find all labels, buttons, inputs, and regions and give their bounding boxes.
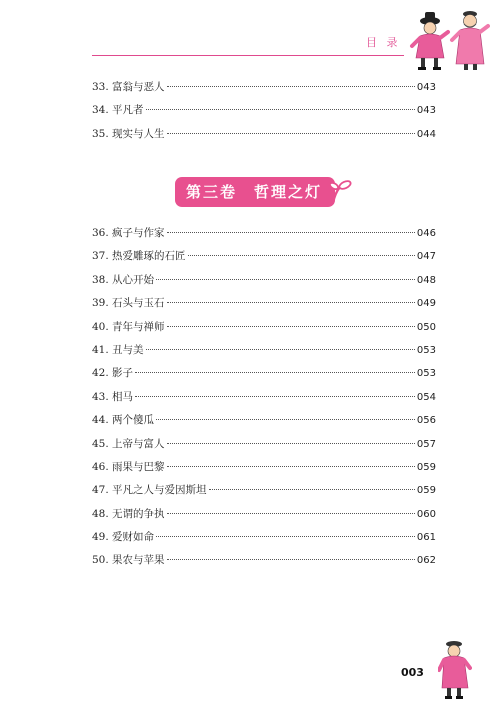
toc-entry-title: 46. 雨果与巴黎 [92, 460, 165, 473]
toc-entry-page: 054 [416, 391, 436, 403]
toc-entry-title: 42. 影子 [92, 367, 134, 380]
toc-entry-page: 059 [416, 461, 436, 473]
toc-entry[interactable] [92, 292, 436, 315]
dot-leader [167, 466, 415, 467]
toc-entry-title: 39. 石头与玉石 [92, 297, 165, 310]
toc-entry[interactable] [92, 269, 436, 292]
toc-entry-title: 43. 相马 [92, 390, 134, 403]
toc-entry-page: 053 [416, 368, 436, 380]
toc-entry-page: 057 [416, 438, 436, 450]
toc-entry-page: 047 [416, 251, 436, 263]
toc-entry-page: 043 [416, 82, 436, 93]
dot-leader [167, 86, 415, 87]
dot-leader [188, 255, 415, 256]
cartoon-man-figure [412, 12, 448, 70]
toc-entry-title: 41. 丑与美 [92, 343, 144, 356]
dot-leader [167, 232, 415, 233]
running-header-title: 目 录 [366, 36, 401, 49]
toc-entry-title: 35. 现实与人生 [92, 127, 165, 140]
cartoon-couple-illustration [408, 6, 490, 74]
toc-entry[interactable] [92, 123, 436, 146]
toc-entry-title: 40. 青年与禅师 [92, 320, 165, 333]
section-title: 第三卷 哲理之灯 [185, 183, 322, 201]
toc-entry[interactable] [92, 76, 436, 99]
toc-entry-page: 044 [416, 128, 436, 140]
toc-entry[interactable] [92, 386, 436, 409]
toc-entry[interactable] [92, 503, 436, 526]
toc-entry-page: 059 [416, 485, 436, 497]
dot-leader [135, 372, 415, 373]
toc-entry[interactable] [92, 456, 436, 479]
toc-entry-title: 33. 富翁与恶人 [92, 81, 165, 93]
toc-entry[interactable] [92, 479, 436, 502]
toc-entry-page: 056 [416, 415, 436, 427]
toc-entry[interactable] [92, 526, 436, 549]
toc-entry[interactable] [92, 99, 436, 122]
toc-entry-title: 36. 疯子与作家 [92, 227, 165, 239]
toc-entry-page: 060 [416, 508, 436, 520]
toc-entry[interactable] [92, 362, 436, 385]
toc-entry[interactable] [92, 222, 436, 245]
toc-entry-title: 45. 上帝与富人 [92, 437, 165, 450]
dot-leader [167, 559, 415, 560]
toc-entry-title: 50. 果农与苹果 [92, 554, 165, 567]
toc-entry-title: 49. 爱财如命 [92, 531, 155, 544]
dot-leader [167, 513, 415, 514]
toc-entry-page: 043 [416, 105, 436, 117]
toc-entry[interactable] [92, 339, 436, 362]
toc-entry[interactable] [92, 316, 436, 339]
toc-entry-page: 053 [416, 344, 436, 356]
toc-entry-page: 062 [416, 555, 436, 567]
toc-entry-title: 37. 热爱雕琢的石匠 [92, 250, 186, 263]
toc-entry-page: 046 [416, 228, 436, 239]
dot-leader [146, 349, 415, 350]
toc-entry[interactable] [92, 245, 436, 268]
dot-leader [146, 109, 415, 110]
toc-entry-title: 44. 两个傻瓜 [92, 414, 155, 427]
dot-leader [167, 443, 415, 444]
dot-leader [156, 279, 415, 280]
dot-leader [167, 326, 415, 327]
toc-entry-title: 47. 平凡之人与爱因斯坦 [92, 484, 207, 497]
toc-entry-page: 049 [416, 298, 436, 310]
dot-leader [209, 489, 415, 490]
cartoon-monk-figure [452, 11, 488, 70]
toc-entry-page: 048 [416, 274, 436, 286]
dot-leader [167, 133, 415, 134]
dot-leader [167, 302, 415, 303]
toc-entry-title: 34. 平凡者 [92, 104, 144, 117]
dot-leader [156, 419, 415, 420]
toc-entry-title: 48. 无谓的争执 [92, 507, 165, 520]
dot-leader [156, 536, 415, 537]
cartoon-figure-illustration [438, 638, 472, 700]
page-number: 003 [401, 666, 424, 679]
toc-entry-page: 050 [416, 321, 436, 333]
toc-list-upper [92, 76, 436, 146]
header-rule [92, 55, 404, 56]
toc-entry-title: 38. 从心开始 [92, 273, 155, 286]
toc-entry[interactable] [92, 409, 436, 432]
toc-entry[interactable] [92, 433, 436, 456]
dot-leader [135, 396, 415, 397]
toc-list-lower [92, 222, 436, 573]
toc-entry-page: 061 [416, 532, 436, 544]
toc-entry[interactable] [92, 549, 436, 572]
